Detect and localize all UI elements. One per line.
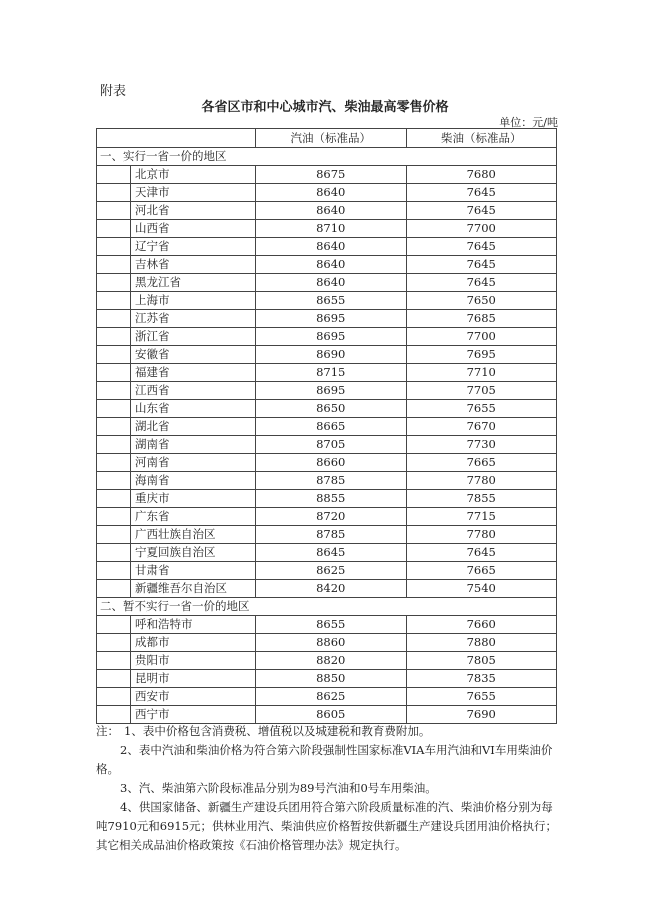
diesel-price-cell: 7690 <box>406 706 557 724</box>
diesel-price-cell: 7645 <box>406 202 557 220</box>
table-row <box>97 166 557 184</box>
gasoline-price-cell: 8695 <box>256 310 407 328</box>
diesel-price-cell: 7780 <box>406 526 557 544</box>
page-title: 各省区市和中心城市汽、柴油最高零售价格 <box>201 100 449 115</box>
gasoline-price-cell: 8650 <box>256 400 407 418</box>
gasoline-price-cell: 8820 <box>256 652 407 670</box>
region-name-cell: 海南省 <box>131 472 256 490</box>
region-name-cell: 湖北省 <box>131 418 256 436</box>
region-name-cell: 成都市 <box>131 634 256 652</box>
region-name-cell: 黑龙江省 <box>131 274 256 292</box>
gasoline-price-cell: 8785 <box>256 526 407 544</box>
table-header-row <box>97 129 557 148</box>
gasoline-price-cell: 8640 <box>256 184 407 202</box>
diesel-price-cell: 7665 <box>406 454 557 472</box>
table-row <box>97 544 557 562</box>
price-table <box>96 128 557 724</box>
diesel-price-cell: 7835 <box>406 670 557 688</box>
diesel-price-cell: 7700 <box>406 328 557 346</box>
note-item: 1、表中价格包含消费税、增值税以及城建税和教育费附加。 <box>124 724 431 738</box>
table-row <box>97 490 557 508</box>
diesel-price-cell: 7780 <box>406 472 557 490</box>
table-row <box>97 382 557 400</box>
diesel-price-cell: 7680 <box>406 166 557 184</box>
diesel-price-cell: 7650 <box>406 292 557 310</box>
gasoline-price-cell: 8640 <box>256 238 407 256</box>
gasoline-price-cell: 8605 <box>256 706 407 724</box>
indent-cell <box>97 652 131 670</box>
indent-cell <box>97 634 131 652</box>
table-row <box>97 634 557 652</box>
table-row <box>97 706 557 724</box>
table-row <box>97 184 557 202</box>
indent-cell <box>97 274 131 292</box>
diesel-price-cell: 7710 <box>406 364 557 382</box>
diesel-price-cell: 7730 <box>406 436 557 454</box>
region-name-cell: 广西壮族自治区 <box>131 526 256 544</box>
diesel-price-cell: 7655 <box>406 400 557 418</box>
indent-cell <box>97 490 131 508</box>
diesel-price-cell: 7645 <box>406 256 557 274</box>
indent-cell <box>97 382 131 400</box>
region-name-cell: 新疆维吾尔自治区 <box>131 580 256 598</box>
gasoline-price-cell: 8660 <box>256 454 407 472</box>
diesel-price-cell: 7655 <box>406 688 557 706</box>
region-name-cell: 吉林省 <box>131 256 256 274</box>
indent-cell <box>97 436 131 454</box>
gasoline-price-cell: 8420 <box>256 580 407 598</box>
diesel-price-cell: 7645 <box>406 544 557 562</box>
section-label: 一、实行一省一价的地区 <box>97 148 557 166</box>
table-row <box>97 400 557 418</box>
diesel-price-cell: 7685 <box>406 310 557 328</box>
region-name-cell: 宁夏回族自治区 <box>131 544 256 562</box>
table-row <box>97 346 557 364</box>
table-row <box>97 292 557 310</box>
indent-cell <box>97 166 131 184</box>
diesel-price-cell: 7855 <box>406 490 557 508</box>
diesel-price-cell: 7660 <box>406 616 557 634</box>
diesel-price-cell: 7705 <box>406 382 557 400</box>
indent-cell <box>97 364 131 382</box>
region-name-cell: 上海市 <box>131 292 256 310</box>
note-item: 4、供国家储备、新疆生产建设兵团用符合第六阶段质量标准的汽、柴油价格分别为每吨7910元和6915元；供林业用汽、柴油供应价格暂按供新疆生产建设兵团用油价格执行；其它相关成品油价格政策按《石油价格管理办法》规定执行。 <box>96 800 558 852</box>
table-row <box>97 310 557 328</box>
diesel-price-cell: 7540 <box>406 580 557 598</box>
table-row <box>97 688 557 706</box>
region-name-cell: 广东省 <box>131 508 256 526</box>
table-row <box>97 238 557 256</box>
indent-cell <box>97 454 131 472</box>
indent-cell <box>97 616 131 634</box>
table-row <box>97 472 557 490</box>
indent-cell <box>97 238 131 256</box>
note-item: 3、汽、柴油第六阶段标准品分别为89号汽油和0号车用柴油。 <box>120 781 437 795</box>
gasoline-price-cell: 8665 <box>256 418 407 436</box>
table-row <box>97 220 557 238</box>
table-row <box>97 616 557 634</box>
region-name-cell: 西宁市 <box>131 706 256 724</box>
gasoline-price-cell: 8860 <box>256 634 407 652</box>
table-row <box>97 454 557 472</box>
notes-label: 注： <box>96 724 119 738</box>
unit-label: 单位：元/吨 <box>499 116 558 129</box>
notes-section <box>96 722 558 855</box>
diesel-price-cell: 7665 <box>406 562 557 580</box>
region-name-cell: 北京市 <box>131 166 256 184</box>
region-name-cell: 安徽省 <box>131 346 256 364</box>
table-row <box>97 328 557 346</box>
region-name-cell: 山西省 <box>131 220 256 238</box>
gasoline-price-cell: 8715 <box>256 364 407 382</box>
diesel-price-cell: 7695 <box>406 346 557 364</box>
indent-cell <box>97 670 131 688</box>
table-row <box>97 508 557 526</box>
indent-cell <box>97 472 131 490</box>
gasoline-price-cell: 8655 <box>256 292 407 310</box>
indent-cell <box>97 544 131 562</box>
table-row <box>97 652 557 670</box>
gasoline-price-cell: 8690 <box>256 346 407 364</box>
header-diesel: 柴油（标准品） <box>406 129 557 148</box>
gasoline-price-cell: 8720 <box>256 508 407 526</box>
section-label: 二、暂不实行一省一价的地区 <box>97 598 557 616</box>
table-row <box>97 274 557 292</box>
region-name-cell: 河北省 <box>131 202 256 220</box>
gasoline-price-cell: 8640 <box>256 256 407 274</box>
gasoline-price-cell: 8855 <box>256 490 407 508</box>
region-name-cell: 贵阳市 <box>131 652 256 670</box>
indent-cell <box>97 580 131 598</box>
table-body <box>97 148 557 724</box>
header-blank <box>97 129 256 148</box>
indent-cell <box>97 184 131 202</box>
region-name-cell: 西安市 <box>131 688 256 706</box>
diesel-price-cell: 7670 <box>406 418 557 436</box>
indent-cell <box>97 220 131 238</box>
indent-cell <box>97 418 131 436</box>
indent-cell <box>97 562 131 580</box>
gasoline-price-cell: 8640 <box>256 274 407 292</box>
indent-cell <box>97 706 131 724</box>
region-name-cell: 山东省 <box>131 400 256 418</box>
diesel-price-cell: 7715 <box>406 508 557 526</box>
region-name-cell: 辽宁省 <box>131 238 256 256</box>
gasoline-price-cell: 8710 <box>256 220 407 238</box>
indent-cell <box>97 526 131 544</box>
region-name-cell: 昆明市 <box>131 670 256 688</box>
diesel-price-cell: 7880 <box>406 634 557 652</box>
diesel-price-cell: 7805 <box>406 652 557 670</box>
diesel-price-cell: 7645 <box>406 238 557 256</box>
table-row <box>97 418 557 436</box>
region-name-cell: 重庆市 <box>131 490 256 508</box>
indent-cell <box>97 508 131 526</box>
indent-cell <box>97 292 131 310</box>
region-name-cell: 浙江省 <box>131 328 256 346</box>
table-row <box>97 436 557 454</box>
region-name-cell: 江苏省 <box>131 310 256 328</box>
indent-cell <box>97 328 131 346</box>
table-row <box>97 562 557 580</box>
section-row <box>97 148 557 166</box>
section-row <box>97 598 557 616</box>
diesel-price-cell: 7645 <box>406 184 557 202</box>
region-name-cell: 天津市 <box>131 184 256 202</box>
gasoline-price-cell: 8640 <box>256 202 407 220</box>
indent-cell <box>97 202 131 220</box>
diesel-price-cell: 7645 <box>406 274 557 292</box>
indent-cell <box>97 400 131 418</box>
indent-cell <box>97 688 131 706</box>
gasoline-price-cell: 8625 <box>256 688 407 706</box>
region-name-cell: 湖南省 <box>131 436 256 454</box>
gasoline-price-cell: 8850 <box>256 670 407 688</box>
table-row <box>97 526 557 544</box>
appendix-label: 附表 <box>100 84 127 99</box>
region-name-cell: 福建省 <box>131 364 256 382</box>
table-row <box>97 580 557 598</box>
note-item: 2、表中汽油和柴油价格为符合第六阶段强制性国家标准VIA车用汽油和VI车用柴油价格。 <box>96 743 553 776</box>
table-row <box>97 364 557 382</box>
gasoline-price-cell: 8655 <box>256 616 407 634</box>
table-row <box>97 670 557 688</box>
diesel-price-cell: 7700 <box>406 220 557 238</box>
gasoline-price-cell: 8785 <box>256 472 407 490</box>
table-row <box>97 256 557 274</box>
region-name-cell: 甘肃省 <box>131 562 256 580</box>
region-name-cell: 江西省 <box>131 382 256 400</box>
table-row <box>97 202 557 220</box>
region-name-cell: 河南省 <box>131 454 256 472</box>
gasoline-price-cell: 8645 <box>256 544 407 562</box>
gasoline-price-cell: 8675 <box>256 166 407 184</box>
gasoline-price-cell: 8705 <box>256 436 407 454</box>
gasoline-price-cell: 8625 <box>256 562 407 580</box>
gasoline-price-cell: 8695 <box>256 382 407 400</box>
region-name-cell: 呼和浩特市 <box>131 616 256 634</box>
indent-cell <box>97 256 131 274</box>
gasoline-price-cell: 8695 <box>256 328 407 346</box>
indent-cell <box>97 310 131 328</box>
indent-cell <box>97 346 131 364</box>
header-gasoline: 汽油（标准品） <box>256 129 407 148</box>
